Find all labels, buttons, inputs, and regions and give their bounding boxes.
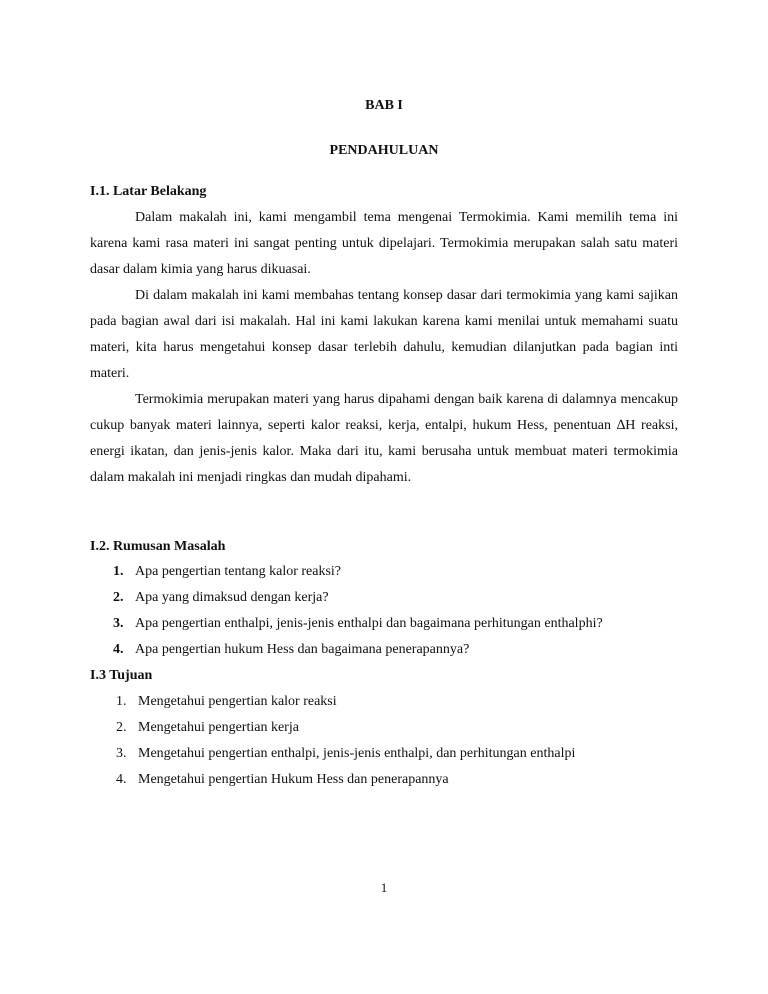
list-item [113, 611, 603, 637]
list-item-text: Mengetahui pengertian enthalpi, jenis-jenis enthalpi, dan perhitungan enthalpi [138, 746, 576, 761]
chapter-label: BAB I [365, 98, 403, 113]
list-item-number: 4. [116, 772, 127, 787]
section-heading-tujuan: I.3 Tujuan [90, 668, 153, 683]
rumusan-masalah-list [113, 559, 603, 663]
list-item-text: Apa pengertian hukum Hess dan bagaimana penerapannya? [135, 642, 470, 657]
list-item-text: Apa yang dimaksud dengan kerja? [135, 590, 329, 605]
list-item-number: 1. [113, 564, 124, 579]
list-item [116, 715, 575, 741]
list-item [113, 559, 603, 585]
list-item-number: 2. [113, 590, 124, 605]
list-item-text: Mengetahui pengertian kerja [138, 720, 299, 735]
list-item-number: 3. [116, 746, 127, 761]
chapter-title: PENDAHULUAN [329, 143, 439, 158]
list-item-number: 4. [113, 642, 124, 657]
tujuan-list [116, 689, 575, 793]
list-item [116, 741, 575, 767]
list-item-text: Apa pengertian tentang kalor reaksi? [135, 564, 342, 579]
list-item-text: Apa pengertian enthalpi, jenis-jenis enthalpi dan bagaimana perhitungan enthalphi? [135, 616, 603, 631]
list-item [113, 637, 603, 663]
page-number: 1 [380, 880, 388, 895]
list-item [116, 689, 575, 715]
list-item [116, 767, 575, 793]
list-item [113, 585, 603, 611]
section-heading-rumusan-masalah: I.2. Rumusan Masalah [90, 539, 226, 554]
list-item-number: 1. [116, 694, 127, 709]
list-item-number: 2. [116, 720, 127, 735]
section-heading-latar-belakang: I.1. Latar Belakang [90, 184, 207, 199]
paragraph-2: Di dalam makalah ini kami membahas tentang konsep dasar dari termokimia yang kami sajikan pada bagian awal dari isi makalah. Hal ini kami lakukan karena kami menilai untuk memahami suatu materi, kita harus mengetahui konsep dasar terlebih dahulu, kemudian dilanjutkan pada bagian inti materi. [90, 288, 678, 381]
list-item-text: Mengetahui pengertian kalor reaksi [138, 694, 337, 709]
paragraph-1: Dalam makalah ini, kami mengambil tema mengenai Termokimia. Kami memilih tema ini karena kami rasa materi ini sangat penting untuk dipelajari. Termokimia merupakan salah satu materi dasar dalam kimia yang harus dikuasai. [90, 210, 678, 277]
paragraph-3: Termokimia merupakan materi yang harus dipahami dengan baik karena di dalamnya mencakup cukup banyak materi lainnya, seperti kalor reaksi, kerja, entalpi, hukum Hess, penentuan ∆H reaksi, energi ikatan, dan jenis-jenis kalor. Maka dari itu, kami berusaha untuk membuat materi termokimia dalam makalah ini menjadi ringkas dan mudah dipahami. [90, 392, 678, 485]
list-item-text: Mengetahui pengertian Hukum Hess dan penerapannya [138, 772, 449, 787]
list-item-number: 3. [113, 616, 124, 631]
